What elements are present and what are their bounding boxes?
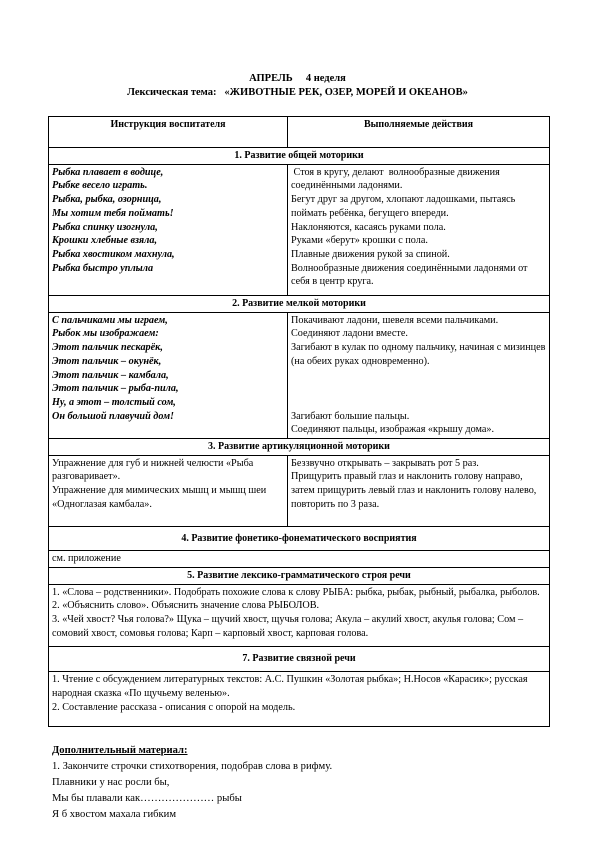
- task-item: 1. «Слова – родственники». Подобрать похожие слова к слову РЫБА: рыбка, рыбак, рыбный, рыбалка, рыболов.: [52, 586, 540, 598]
- action-text: Бегут друг за другом, хлопают ладошками, пытаясь поймать ребёнка, бегущего впереди.: [291, 194, 516, 219]
- section-1-title: 1. Развитие общей моторики: [49, 148, 550, 165]
- poem-line: Рыбка быстро уплыла: [52, 262, 154, 274]
- section-3-title: 3. Развитие артикуляционной моторики: [49, 439, 550, 456]
- poem-line: Этот пальчик – камбала,: [52, 369, 169, 381]
- page-header: [0, 72, 595, 100]
- extra-line: 1. Закончите строчки стихотворения, подобрав слова в рифму.: [52, 761, 333, 772]
- poem-line: Этот пальчик – окунёк,: [52, 355, 162, 367]
- poem-line: Он большой плавучий дом!: [52, 410, 175, 422]
- action-text: Плавные движения рукой за спиной.: [291, 248, 450, 260]
- extra-line: Плавники у нас росли бы,: [52, 777, 170, 788]
- column-actions: Выполняемые действия: [288, 117, 550, 148]
- section-3-exercises: [49, 455, 288, 526]
- action-text: Загибают большие пальцы.: [291, 410, 410, 422]
- poem-line: Крошки хлебные взяла,: [52, 235, 158, 247]
- action-text: Наклоняются, касаясь руками пола.: [291, 221, 446, 233]
- poem-line: Рыбка плавает в водице,: [52, 166, 164, 178]
- section-title-row: [49, 148, 550, 165]
- extra-line: Мы бы плавали как………………… рыбы: [52, 793, 242, 804]
- section-title-row: [49, 647, 550, 672]
- section-2-poem: [49, 312, 288, 438]
- section-7-content: [49, 672, 550, 727]
- poem-line: С пальчиками мы играем,: [52, 314, 168, 326]
- spacer: [291, 382, 546, 396]
- poem-line: Рыбка спинку изогнула,: [52, 221, 158, 233]
- lesson-plan-table: [48, 116, 550, 727]
- section-title-row: [49, 526, 550, 551]
- additional-material-title: Дополнительный материал:: [52, 745, 188, 756]
- action-text: Руками «берут» крошки с пола.: [291, 235, 428, 247]
- header-lexical-theme: Лексическая тема: «ЖИВОТНЫЕ РЕК, ОЗЕР, МОРЕЙ И ОКЕАНОВ»: [127, 87, 468, 98]
- section-4-content: [49, 551, 550, 568]
- section-4-text: см. приложение: [49, 551, 550, 568]
- section-3-actions: [288, 455, 550, 526]
- spacer: [291, 369, 546, 383]
- section-2-title: 2. Развитие мелкой моторики: [49, 296, 550, 313]
- column-instruction: Инструкция воспитателя: [49, 117, 288, 148]
- action-text: Покачивают ладони, шевеля всеми пальчиками.: [291, 314, 499, 326]
- poem-line: Рыбка хвостиком махнула,: [52, 248, 175, 260]
- poem-line: Рыбка, рыбка, озорница,: [52, 194, 162, 206]
- poem-line: Мы хотим тебя поймать!: [52, 207, 174, 219]
- task-item: 3. «Чей хвост? Чья голова?» Щука – щучий хвост, щучья голова; Акула – акулий хвост, акулья голова; Сом – сомовий хвост, сомовья голова; Карп – карповый хвост, карповая голова.: [52, 614, 524, 639]
- exercise-text: Упражнение для губ и нижней челюсти «Рыба разговаривает».: [52, 457, 254, 483]
- poem-line: Рыбке весело играть.: [52, 180, 148, 192]
- action-text: Беззвучно открывать – закрывать рот 5 раз.: [291, 457, 479, 469]
- section-4-title: 4. Развитие фонетико-фонематического восприятия: [49, 526, 550, 551]
- action-text: Соединяют пальцы, изображая «крышу дома».: [291, 424, 495, 436]
- poem-line: Рыбок мы изображаем:: [52, 328, 159, 340]
- section-5-items: [49, 584, 550, 647]
- task-item: 2. Составление рассказа - описания с опорой на модель.: [52, 701, 296, 713]
- action-text: Волнообразные движения соединёнными ладонями от себя в центр круга.: [291, 262, 528, 288]
- action-text: Стоя в кругу, делают волнообразные движения соединёнными ладонями.: [291, 166, 503, 192]
- section-title-row: [49, 567, 550, 584]
- poem-line: Этот пальчик – рыба-пила,: [52, 383, 179, 395]
- section-7-items: [49, 672, 550, 727]
- action-text: Прищурить правый глаз и наклонить голову направо, затем прищурить левый глаз и наклонить голову налево, повторить по 3 раза.: [291, 471, 537, 510]
- additional-material: [52, 743, 332, 823]
- task-item: 2. «Объяснить слово». Объяснить значение слова РЫБОЛОВ.: [52, 600, 320, 612]
- header-month-week: АПРЕЛЬ 4 неделя: [249, 73, 346, 84]
- action-text: Загибают в кулак по одному пальчику, начиная с мизинцев (на обеих руках одновременно).: [291, 342, 546, 367]
- section-title-row: [49, 439, 550, 456]
- poem-line: Этот пальчик пескарёк,: [52, 342, 163, 354]
- section-2-content: [49, 312, 550, 438]
- section-1-poem: [49, 164, 288, 295]
- extra-line: Я б хвостом махала гибким: [52, 809, 177, 820]
- section-3-content: [49, 455, 550, 526]
- task-item: 1. Чтение с обсуждением литературных текстов: А.С. Пушкин «Золотая рыбка»; Н.Носов «Карасик»; русская народная сказка «По щучьему веленью».: [52, 674, 528, 699]
- column-header-row: [49, 117, 550, 148]
- section-1-actions: [288, 164, 550, 295]
- section-1-content: [49, 164, 550, 295]
- section-2-actions: [288, 312, 550, 438]
- section-title-row: [49, 296, 550, 313]
- section-5-title: 5. Развитие лексико-грамматического строя речи: [49, 567, 550, 584]
- section-7-title: 7. Развитие связной речи: [49, 647, 550, 672]
- poem-line: Ну, а этот – толстый сом,: [52, 396, 176, 408]
- action-text: Соединяют ладони вместе.: [291, 328, 408, 340]
- exercise-text: Упражнение для мимических мышц и мышц шеи «Одноглазая камбала».: [52, 485, 267, 510]
- spacer: [291, 396, 546, 410]
- section-5-content: [49, 584, 550, 647]
